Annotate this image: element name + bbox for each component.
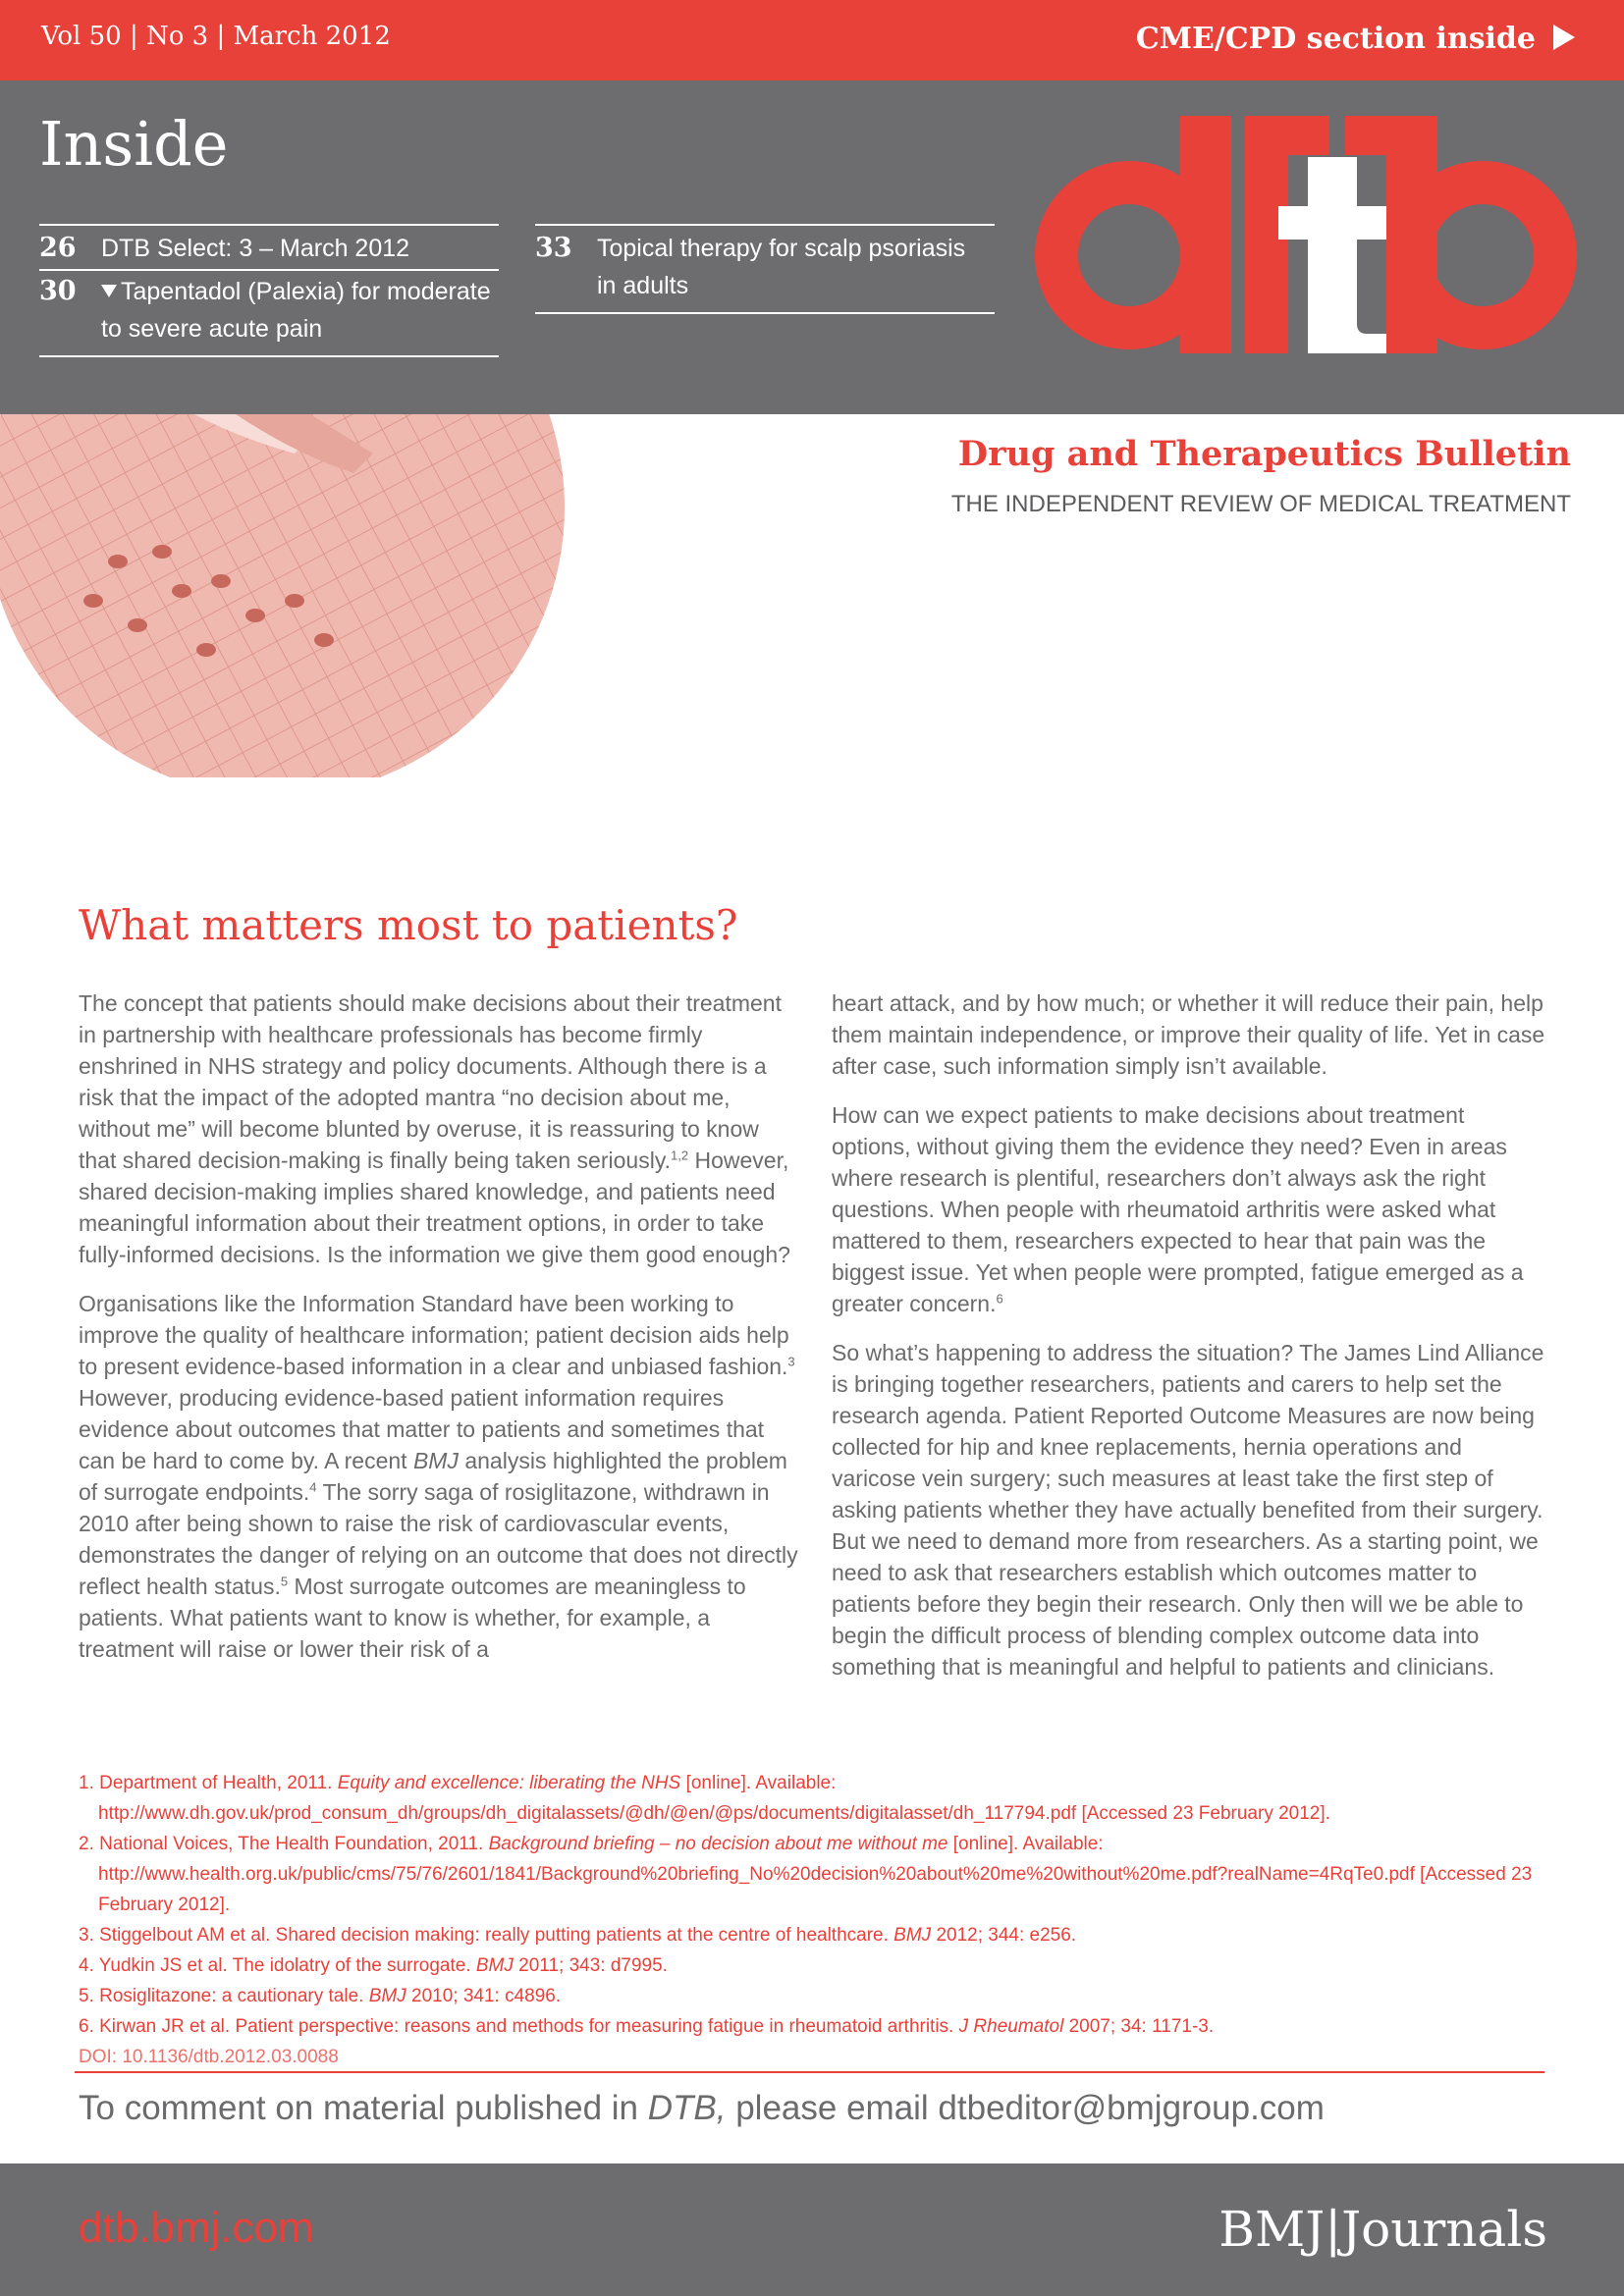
toc-item bbox=[39, 224, 499, 271]
bulletin-subtitle: THE INDEPENDENT REVIEW OF MEDICAL TREATMENT bbox=[950, 491, 1571, 517]
paragraph: Organisations like the Information Standard have been working to improve the quality of healthcare information; patient decision aids help to present evidence-based information in a clear and unbiased fashion.$^3$ However, producing evidence-based patient information requires evidence about outcomes that matter to patients and sometimes that can be hard to come by. A recent BMJ analysis highlighted the problem of surrogate endpoints.$^4$ The sorry saga of rosiglitazone, withdrawn in 2010 after being shown to raise the risk of cardiovascular events, demonstrates the danger of relying on an outcome that does not directly reflect health status.$^5$ Most surrogate outcomes are meaningless to patients. What patients want to know is whether, for example, a treatment will raise or lower their risk of a bbox=[79, 1291, 798, 1662]
arrow-right-icon bbox=[1553, 25, 1575, 50]
paragraph: So what’s happening to address the situation? The James Lind Alliance is bringing together researchers, patients and carers to help set the research agenda. Patient Reported Outcome Measures are now being collected for hip and knee replacements, hernia operations and varicose vein surgery; such measures at least take the first step of asking patients whether they have actually benefited from their surgery. But we need to demand more from researchers. As a starting point, we need to ask that researchers establish which outcomes matter to patients before they begin their research. Only then will we be able to begin the difficult process of blending complex outcome data into something that is meaningful and helpful to patients and clinicians. bbox=[832, 1340, 1544, 1680]
paragraph: The concept that patients should make decisions about their treatment in partnership with healthcare professionals has become firmly enshrined in NHS strategy and policy documents. Although there is a risk that the impact of the adopted mantra “no decision about me, without me” will become blunted by overuse, it is reassuring to know that shared decision-making is finally being taken seriously.$^{1,2}$ However, shared decision-making implies shared knowledge, and patients need meaningful information about their treatment options, in order to take fully-informed decisions. Is the information we give them good enough? bbox=[79, 990, 790, 1267]
bulletin-title: Drug and Therapeutics Bulletin bbox=[957, 434, 1571, 474]
toc-title: Topical therapy for scalp psoriasis in adults bbox=[597, 235, 966, 299]
toc-title: DTB Select: 3 – March 2012 bbox=[101, 235, 410, 262]
toc-page-number: 30 bbox=[39, 276, 77, 306]
toc-page-number: 26 bbox=[39, 233, 77, 263]
reference-list bbox=[79, 1768, 1551, 2072]
hero-image bbox=[0, 414, 569, 777]
bmj-journals-logo: BMJ|Journals bbox=[1218, 2201, 1547, 2258]
reference-item: 5. Rosiglitazone: a cautionary tale. BMJ 2010; 341: c4896. bbox=[79, 1986, 562, 2006]
toc-item bbox=[39, 269, 499, 357]
toc-page-number: 33 bbox=[535, 233, 572, 263]
footer-url-link[interactable]: dtb.bmj.com bbox=[79, 2204, 314, 2252]
paragraph: heart attack, and by how much; or whether it will reduce their pain, help them maintain independence, or improve their quality of life. Yet in case after case, such information simply isn’t available. bbox=[832, 990, 1545, 1079]
doi: DOI: 10.1136/dtb.2012.03.0088 bbox=[79, 2047, 339, 2067]
toc-title: Tapentadol (Palexia) for moderate to severe acute pain bbox=[101, 278, 491, 343]
divider bbox=[75, 2071, 1544, 2073]
reference-item: 6. Kirwan JR et al. Patient perspective: reasons and methods for measuring fatigue in rheumatoid arthritis. J Rheumatol 2007; 34: 1171-3. bbox=[79, 2016, 1215, 2037]
dtb-logo bbox=[1021, 108, 1591, 442]
issue-info: Vol 50 | No 3 | March 2012 bbox=[41, 22, 391, 51]
article-headline: What matters most to patients? bbox=[79, 901, 738, 949]
inside-title: Inside bbox=[39, 108, 229, 180]
reference-item: 1. Department of Health, 2011. Equity and excellence: liberating the NHS [online]. Available: http://www.dh.gov.uk/prod_consum_dh/groups/dh_digitalassets/@dh/@en/@ps/documents/digitalasset/dh_117794.pdf [Accessed 23 February 2012]. bbox=[79, 1773, 1330, 1824]
reference-item: 2. National Voices, The Health Foundation, 2011. Background briefing – no decision about me without me [online]. Available: http://www.health.org.uk/public/cms/75/76/2601/1841/Background%20briefing_No%20decision%20about%20me%20without%20me.pdf?realName=4RqTe0.pdf [Accessed 23 February 2012]. bbox=[79, 1834, 1533, 1915]
cme-label-text: CME/CPD section inside bbox=[1135, 22, 1536, 56]
black-triangle-icon bbox=[101, 285, 117, 297]
reference-item: 4. Yudkin JS et al. The idolatry of the surrogate. BMJ 2011; 343: d7995. bbox=[79, 1955, 668, 1976]
paragraph: How can we expect patients to make decisions about treatment options, without giving them the evidence they need? Even in areas where research is plentiful, researchers don’t always ask the right questions. When people with rheumatoid arthritis were asked what mattered to them, researchers expected to hear that pain was the biggest issue. Yet when people were prompted, fatigue emerged as a greater concern.$^6$ bbox=[832, 1102, 1524, 1316]
comment-line: To comment on material published in DTB, please email dtbeditor@bmjgroup.com bbox=[79, 2089, 1325, 2127]
toc-item bbox=[535, 224, 995, 314]
cme-section-label bbox=[1136, 22, 1575, 56]
reference-item: 3. Stiggelbout AM et al. Shared decision making: really putting patients at the centre of healthcare. BMJ 2012; 344: e256. bbox=[79, 1925, 1077, 1946]
article-column-left bbox=[79, 988, 800, 1682]
article-column-right bbox=[832, 988, 1548, 1700]
